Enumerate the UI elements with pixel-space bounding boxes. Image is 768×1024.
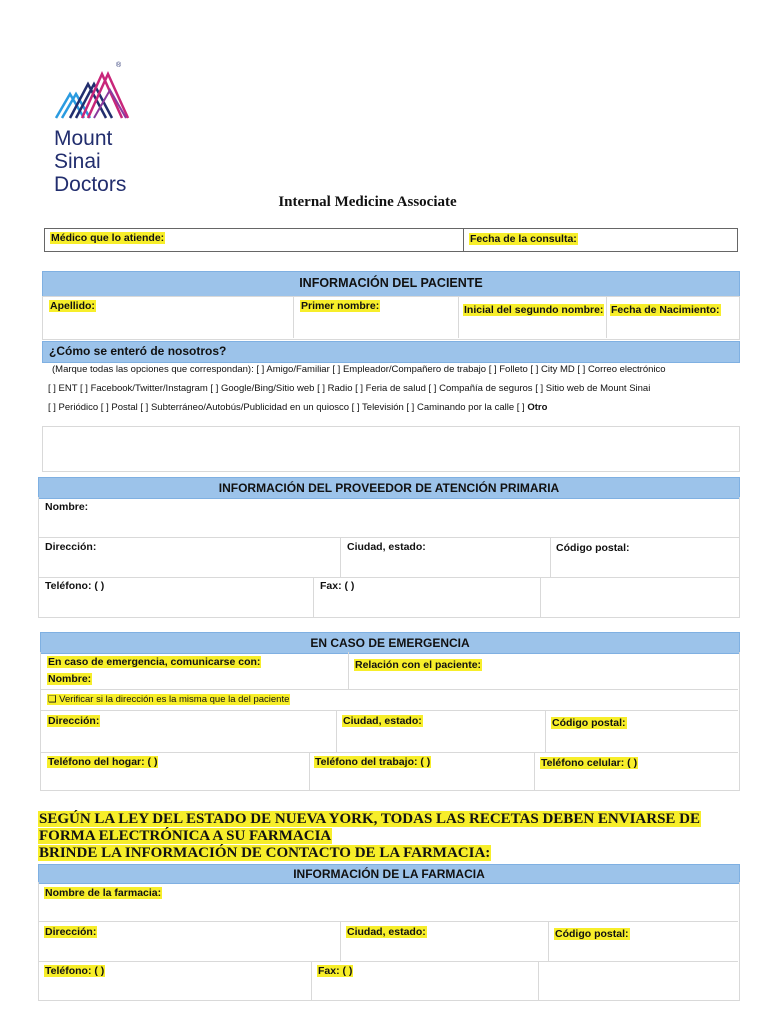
emergency-zip-field[interactable]	[549, 734, 734, 748]
last-name-field[interactable]	[46, 316, 290, 334]
logo-text-doctors: Doctors	[54, 173, 127, 196]
pharmacy-fax-label[interactable]: Fax: ( )	[318, 965, 353, 977]
emergency-city-state-label: Ciudad, estado:	[343, 715, 422, 727]
how-heard-notes-box[interactable]	[42, 426, 740, 472]
visit-date-field[interactable]	[580, 232, 730, 247]
emergency-city-state-field[interactable]	[340, 732, 541, 748]
pharmacy-name-field[interactable]	[170, 886, 730, 916]
middle-initial-label: Inicial del segundo nombre:	[464, 304, 604, 316]
emergency-contact-label: En caso de emergencia, comunicarse con:	[48, 656, 261, 668]
home-phone-label[interactable]: Teléfono del hogar: ( )	[48, 756, 158, 768]
pcp-address-label: Dirección:	[45, 541, 97, 553]
pcp-zip-field[interactable]	[554, 558, 734, 574]
pcp-fax-label[interactable]: Fax: ( )	[320, 580, 355, 592]
how-heard-options-text: [ ] Periódico [ ] Postal [ ] Subterráneo/Autobús/Publicidad en un quiosco [ ] Televisión [ ] Caminando por la calle [ ]	[48, 402, 525, 413]
emergency-name-label: Nombre:	[48, 673, 92, 685]
pcp-phone-label[interactable]: Teléfono: ( )	[45, 580, 105, 592]
pharmacy-zip-label: Código postal:	[555, 928, 629, 940]
pharmacy-name-label: Nombre de la farmacia:	[45, 887, 162, 899]
doctor-field[interactable]	[216, 232, 456, 247]
pharmacy-city-state-field[interactable]	[344, 942, 544, 958]
cell-phone-label[interactable]: Teléfono celular: ( )	[541, 757, 638, 769]
logo-text-mount: Mount	[54, 127, 113, 150]
primary-care-header	[38, 477, 740, 499]
first-name-field[interactable]	[297, 316, 455, 334]
emergency-title: EN CASO DE EMERGENCIA	[310, 636, 470, 650]
how-heard-options-line-3[interactable]	[48, 402, 547, 413]
same-address-checkbox[interactable]: ❑ Verificar si la dirección es la misma que la del paciente	[48, 694, 290, 705]
other-option[interactable]: Otro	[527, 402, 548, 413]
middle-initial-field[interactable]	[462, 318, 602, 334]
how-heard-header	[42, 341, 740, 363]
notice-line-1: SEGÚN LA LEY DEL ESTADO DE NUEVA YORK, TODAS LAS RECETAS DEBEN ENVIARSE DE	[39, 811, 701, 827]
pharmacy-phone-label[interactable]: Teléfono: ( )	[45, 965, 105, 977]
pharmacy-address-field[interactable]	[42, 942, 336, 958]
dob-field[interactable]	[610, 318, 734, 334]
first-name-label: Primer nombre:	[301, 300, 380, 312]
emergency-zip-label: Código postal:	[552, 717, 626, 729]
page-title: Internal Medicine Associate	[278, 194, 457, 210]
emergency-name-field[interactable]	[100, 672, 344, 687]
pcp-city-state-field[interactable]	[344, 556, 546, 574]
pcp-name-label: Nombre:	[45, 501, 89, 513]
how-heard-title: ¿Cómo se enteró de nosotros?	[49, 344, 227, 358]
notice-line-3: BRINDE LA INFORMACIÓN DE CONTACTO DE LA FARMACIA:	[39, 845, 491, 861]
pharmacy-address-label: Dirección:	[45, 926, 97, 938]
emergency-header	[40, 632, 740, 654]
pcp-city-state-label: Ciudad, estado:	[347, 541, 426, 553]
pcp-zip-label: Código postal:	[556, 542, 630, 554]
pcp-address-field[interactable]	[42, 556, 336, 574]
logo-text-sinai: Sinai	[54, 150, 101, 173]
pharmacy-zip-field[interactable]	[552, 944, 734, 958]
primary-care-title: INFORMACIÓN DEL PROVEEDOR DE ATENCIÓN PRIMARIA	[218, 481, 560, 495]
emergency-address-field[interactable]	[44, 732, 332, 748]
relationship-field[interactable]	[352, 674, 734, 688]
logo-mark	[52, 64, 140, 122]
how-heard-options-line-2[interactable]: [ ] ENT [ ] Facebook/Twitter/Instagram [ ] Google/Bing/Sitio web [ ] Radio [ ] Feria de salud [ ] Compañía de seguros [ ] Sitio web de Mount Sinai	[48, 383, 651, 394]
pharmacy-title: INFORMACIÓN DE LA FARMACIA	[293, 867, 485, 881]
dob-label: Fecha de Nacimiento:	[611, 304, 720, 316]
last-name-label: Apellido:	[50, 300, 95, 312]
work-phone-label[interactable]: Teléfono del trabajo: ( )	[315, 756, 431, 768]
notice-line-2: FORMA ELECTRÓNICA A SU FARMACIA	[39, 828, 332, 844]
patient-info-header	[42, 271, 740, 297]
doctor-label: Médico que lo atiende:	[51, 232, 165, 244]
pharmacy-city-state-label: Ciudad, estado:	[347, 926, 426, 938]
pcp-name-field[interactable]	[100, 500, 730, 530]
pharmacy-header	[38, 864, 740, 884]
ny-law-notice	[38, 811, 701, 862]
emergency-address-label: Dirección:	[48, 715, 100, 727]
patient-info-title: INFORMACIÓN DEL PACIENTE	[299, 276, 483, 290]
visit-date-label: Fecha de la consulta:	[470, 233, 577, 245]
how-heard-options-line-1[interactable]: (Marque todas las opciones que correspondan): [ ] Amigo/Familiar [ ] Empleador/Compañero de trabajo [ ] Folleto [ ] City MD [ ] Correo electrónico	[52, 364, 666, 375]
relationship-label: Relación con el paciente:	[355, 659, 482, 671]
registered-mark: ®	[116, 62, 122, 69]
